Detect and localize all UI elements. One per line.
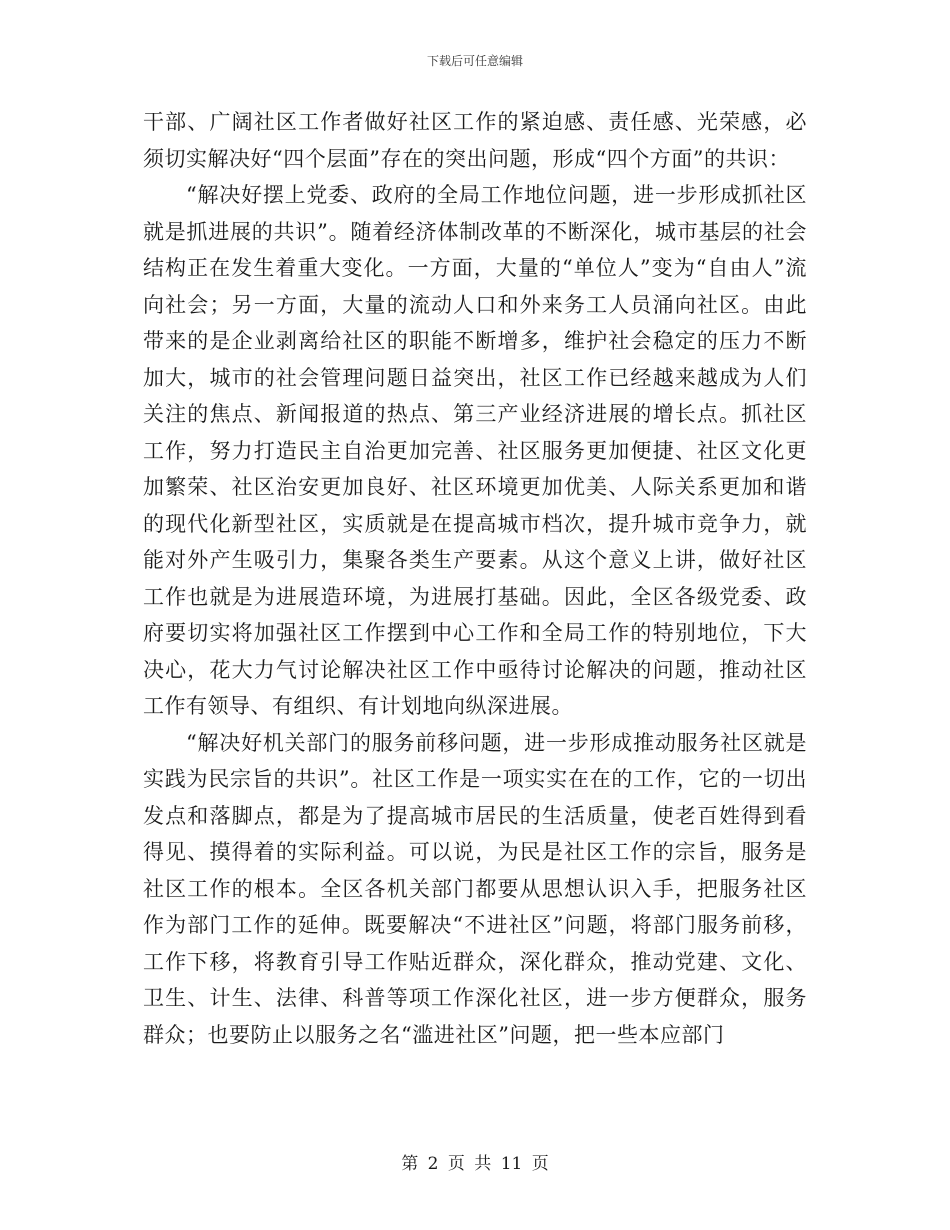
paragraph-continuation: 干部、广阔社区工作者做好社区工作的紧迫感、责任感、光荣感，必须切实解决好“四个层面”存在的突出问题，形成“四个方面”的共识： (143, 110, 807, 171)
page-header: 下载后可任意编辑 (426, 54, 523, 68)
paragraph-party-committee: “解决好摆上党委、政府的全局工作地位问题，进一步形成抓社区就是抓进展的共识”。随着经济体制改革的不断深化，城市基层的社会结构正在发生着重大变化。一方面，大量的“单位人”变为“自由人”流向社会；另一方面，大量的流动人口和外来务工人员涌向社区。由此带来的是企业剥离给社区的职能不断增多，维护社会稳定的压力不断加大，城市的社会管理问题日益突出，社区工作已经越来越成为人们关注的焦点、新闻报道的热点、第三产业经济进展的增长点。抓社区工作，努力打造民主自治更加完善、社区服务更加便捷、社区文化更加繁荣、社区治安更加良好、社区环境更加优美、人际关系更加和谐的现代化新型社区，实质就是在提高城市档次，提升城市竞争力，就能对外产生吸引力，集聚各类生产要素。从这个意义上讲，做好社区工作也就是为进展造环境，为进展打基础。因此，全区各级党委、政府要切实将加强社区工作摆到中心工作和全局工作的特别地位，下大决心，花大力气讨论解决社区工作中亟待讨论解决的问题，推动社区工作有领导、有组织、有计划地向纵深进展。 (143, 183, 807, 718)
page-number-footer: 第 2 页 共 11 页 (401, 1154, 549, 1174)
document-body (143, 104, 807, 1053)
paragraph-agency-services: “解决好机关部门的服务前移问题，进一步形成推动服务社区就是实践为民宗旨的共识”。社区工作是一项实实在在的工作，它的一切出发点和落脚点，都是为了提高城市居民的生活质量，使老百姓得到看得见、摸得着的实际利益。可以说，为民是社区工作的宗旨，服务是社区工作的根本。全区各机关部门都要从思想认识入手，把服务社区作为部门工作的延伸。既要解决“不进社区”问题，将部门服务前移，工作下移，将教育引导工作贴近群众，深化群众，推动党建、文化、卫生、计生、法律、科普等项工作深化社区，进一步方便群众，服务群众；也要防止以服务之名“滥进社区”问题，把一些本应部门 (143, 730, 807, 1047)
